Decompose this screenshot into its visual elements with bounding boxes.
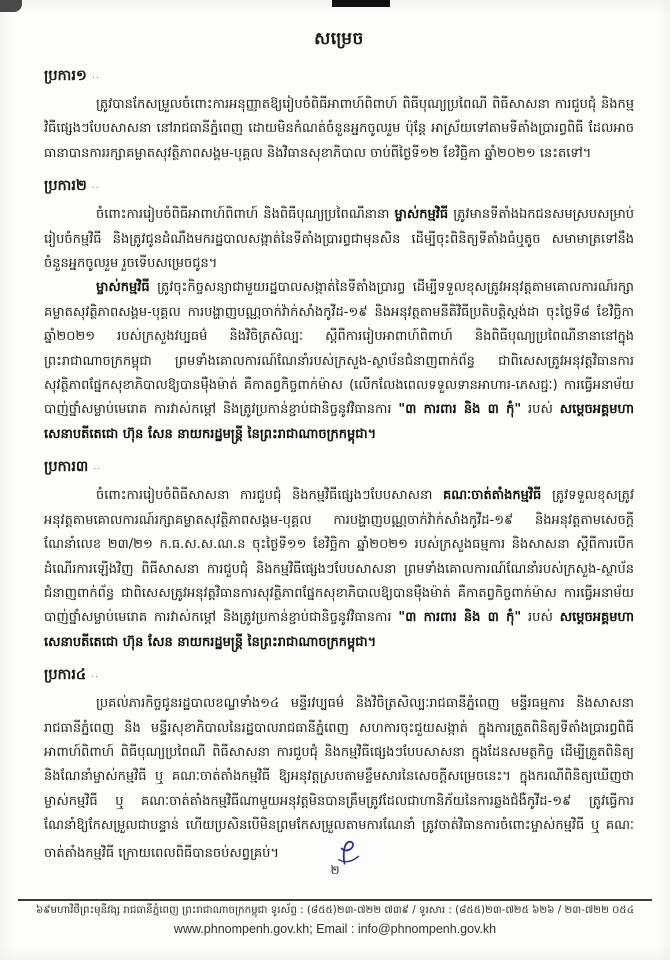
footer-contacts [18, 922, 652, 936]
emphasis-text: សម្តេចអគ្គមហាសេនាបតីតេជោ ហ៊ុន សែន នាយករដ្ឋមន្ត្រី នៃព្រះរាជាណាចក្រកម្ពុជា។ [44, 610, 634, 650]
body-text: ត្រូវចុះកិច្ចសន្យាជាមួយរដ្ឋបាលសង្កាត់នៃទីតាំងប្រារព្ធ ដើម្បីទទួលខុសត្រូវអនុវត្តតាមគោលការណ៍រក្សាគម្លាតសុវត្ថិភាពសង្គម-បុគ្គល ការបង្ហាញបណ្ណចាក់វ៉ាក់សាំងកូវីដ-១៩ និងអនុវត្តតាមនីតិវិធីប្រតិបត្តិស្តង់ដា ចុះថ្ងៃទី៨ ខែវិច្ឆិកា ឆ្នាំ២០២១ របស់ក្រសួងវប្បធម៌ និងវិចិត្រសិល្បៈ ស្តីពីការរៀបអាពាហ៍ពិពាហ៍ និងពិធីបុណ្យប្រពៃណីនានានៅក្នុងព្រះរាជាណាចក្រកម្ពុជា ព្រមទាំងគោលការណ៍ណែនាំរបស់ក្រសួង-ស្ថាប័នជំនាញពាក់ព័ន្ធ ជាពិសេសត្រូវអនុវត្តវិធានការសុវត្ថិភាពផ្នែកសុខាភិបាលឱ្យបានម៉ឺងម៉ាត់ គឺកាតព្វកិច្ចពាក់ម៉ាស (លើកលែងពេលទទួលទានអាហារ-ភេសជ្ជៈ) ការធ្វើអនាម័យ បាញ់ថ្នាំសម្លាប់មេរោគ ការវាស់កម្តៅ និងត្រូវប្រកាន់ខ្ជាប់ជានិច្ចនូវវិធានការ [44, 280, 634, 418]
emphasis-text: គណៈចាត់តាំងកម្មវិធី [443, 488, 542, 504]
paragraph [44, 93, 634, 166]
paragraph [44, 484, 634, 655]
section-heading-label: ប្រការ៣ [44, 459, 89, 476]
section-heading-4 [44, 666, 634, 687]
emphasis-text: ម្ចាស់កម្មវិធី [96, 280, 150, 296]
section-heading-1 [44, 67, 634, 88]
document-title: សម្រេច [314, 29, 364, 49]
scan-artifact-top-bar [332, 0, 390, 7]
section-heading-3 [44, 458, 634, 479]
body-text: ត្រូវមានទីតាំងឯកជនសមស្របសម្រាប់រៀបចំកម្មវិធី និងត្រូវជូនដំណឹងមករដ្ឋបាលសង្កាត់នៃទីតាំងប្រារព្ធជាមុនសិន ដើម្បីចុះពិនិត្យទីតាំងធំឬតូច សមាមាត្រទៅនឹងចំនួនអ្នកចូលរួម រួចទើបសម្រេចជូន។ [44, 207, 634, 272]
section-heading-label: ប្រការ៤ [44, 667, 87, 684]
footer-address-phone: ៦៩មហាវិថីព្រះមុនីវង្ស រាជធានីភ្នំពេញ ព្រះរាជាណាចក្រកម្ពុជា ទូរស័ព្ទ : (៨៥៥)២៣-៧២២ ៧៣៩ / ទូរសារ : (៨៥៥)២៣-៧២៥ ៦២៦ / ២៣-៧២២ ០៥៤ [35, 904, 635, 916]
heading-dots: .. [91, 181, 100, 192]
body-text: ប្រគល់ភារកិច្ចជូនរដ្ឋបាលខណ្ឌទាំង១៤ មន្ទីរវប្បធម៌ និងវិចិត្រសិល្បៈរាជធានីភ្នំពេញ មន្ទីរធម្មការ និងសាសនារាជធានីភ្នំពេញ និង មន្ទីរសុខាភិបាលនៃរដ្ឋបាលរាជធានីភ្នំពេញ សហការចុះជួយសង្កាត់ ក្នុងការត្រួតពិនិត្យទីតាំងប្រារព្ធពិធីអាពាហ៍ពិពាហ៍ ពិធីបុណ្យប្រពៃណី ពិធីសាសនា ការជួបជុំ និងកម្មវិធីផ្សេងៗបែបសាសនា ក្នុងដែនសមត្ថកិច្ច ដើម្បីត្រួតពិនិត្យ និងណែនាំម្ចាស់កម្មវិធី ឬ គណៈចាត់តាំងកម្មវិធី ឱ្យអនុវត្តស្របតាមខ្លឹមសារនៃសេចក្តីសម្រេចនេះ។ ក្នុងករណីពិនិត្យឃើញថា ម្ចាស់កម្មវិធី ឬ គណៈចាត់តាំងកម្មវិធីណាមួយអនុវត្តមិនបានត្រឹមត្រូវដែលជាហានិភ័យនៃការឆ្លងជំងឺកូវីដ-១៩ ត្រូវធ្វើការណែនាំឱ្យកែសម្រួលជាបន្ទាន់ ហើយប្រសិនបើមិនព្រមកែសម្រួលតាមការណែនាំ ត្រូវចាត់វិធានការចំពោះម្ចាស់កម្មវិធី ឬ គណៈចាត់តាំងកម្មវិធី ក្រោយពេលពិធីបានចប់សព្វគ្រប់។ [44, 696, 634, 861]
body-text: ត្រូវបានកែសម្រួលចំពោះការអនុញ្ញាតឱ្យរៀបចំពិធីអាពាហ៍ពិពាហ៍ ពិធីបុណ្យប្រពៃណី ពិធីសាសនា ការជួបជុំ និងកម្មវិធីផ្សេងៗបែបសាសនា នៅរាជធានីភ្នំពេញ ដោយមិនកំណត់ចំនួនអ្នកចូលរួម ប៉ុន្តែ អាស្រ័យទៅតាមទីតាំងប្រារព្ធពិធី ដែលអាចធានាបានការរក្សាគម្លាតសុវត្ថិភាពសង្គម-បុគ្គល និងវិធានសុខាភិបាល ចាប់ពីថ្ងៃទី១២ ខែវិច្ឆិកា ឆ្នាំ២០២១ នេះតទៅ។ [44, 97, 634, 161]
footer-email-label: Email : [312, 922, 358, 936]
section-heading-2 [44, 177, 634, 198]
body-text: របស់ [521, 610, 560, 626]
paragraph [44, 276, 634, 447]
emphasis-text: សម្តេចអគ្គមហាសេនាបតីតេជោ ហ៊ុន សែន នាយករដ្ឋមន្ត្រី នៃព្រះរាជាណាចក្រកម្ពុជា។ [44, 402, 634, 442]
scan-artifact-corner [0, 0, 22, 12]
section-heading-label: ប្រការ១ [44, 68, 87, 84]
section-heading-label: ប្រការ២ [44, 178, 87, 195]
body-text: ចំពោះការរៀបចំពិធីសាសនា ការជួបជុំ និងកម្មវិធីផ្សេងៗបែបសាសនា [96, 488, 444, 504]
body-text: របស់ [521, 402, 560, 418]
paragraph [44, 203, 634, 276]
paragraph-text [44, 696, 634, 860]
page-number: ២ [330, 863, 340, 877]
emphasis-text: "៣ ការពារ និង ៣ កុំ" [398, 610, 522, 626]
document-body [44, 28, 634, 866]
body-text: ត្រូវទទួលខុសត្រូវអនុវត្តតាមគោលការណ៍រក្សាគម្លាតសុវត្ថិភាពសង្គម-បុគ្គល ការបង្ហាញបណ្ណចាក់វ៉ាក់សាំងកូវីដ-១៩ និងអនុវត្តតាមសេចក្តីណែនាំលេខ ២៣/២១ ក.ធ.ស.ស.ណ.ន ចុះថ្ងៃទី១១ ខែវិច្ឆិកា ឆ្នាំ២០២១ របស់ក្រសួងធម្មការ និងសាសនា ស្តីពីការបើកដំណើរការឡើងវិញ ពិធីសាសនា ការជួបជុំ និងកម្មវិធីផ្សេងៗបែបសាសនា ព្រមទាំងគោលការណ៍ណែនាំរបស់ក្រសួង-ស្ថាប័នជំនាញពាក់ព័ន្ធ ជាពិសេសត្រូវអនុវត្តវិធានការសុវត្ថិភាពផ្នែកសុខាភិបាលឱ្យបានម៉ឺងម៉ាត់ គឺកាតព្វកិច្ចពាក់ម៉ាស ការធ្វើអនាម័យ បាញ់ថ្នាំសម្លាប់មេរោគ ការវាស់កម្តៅ និងត្រូវប្រកាន់ខ្ជាប់ជានិច្ចនូវវិធានការ [44, 488, 634, 626]
heading-dots: .. [91, 71, 100, 81]
heading-dots: .. [91, 670, 99, 681]
paragraph [44, 692, 634, 866]
emphasis-text: "៣ ការពារ និង ៣ កុំ" [398, 402, 522, 418]
footer-website: www.phnompenh.gov.kh; [173, 922, 313, 936]
page-footer [18, 899, 652, 936]
body-text: ចំពោះការរៀបចំពិធីអាពាហ៍ពិពាហ៍ និងពិធីបុណ្យប្រពៃណីនានា [96, 207, 395, 223]
heading-dots: .. [93, 462, 102, 473]
emphasis-text: ម្ចាស់កម្មវិធី [394, 207, 449, 223]
footer-email: info@phnompenh.gov.kh [357, 922, 497, 936]
